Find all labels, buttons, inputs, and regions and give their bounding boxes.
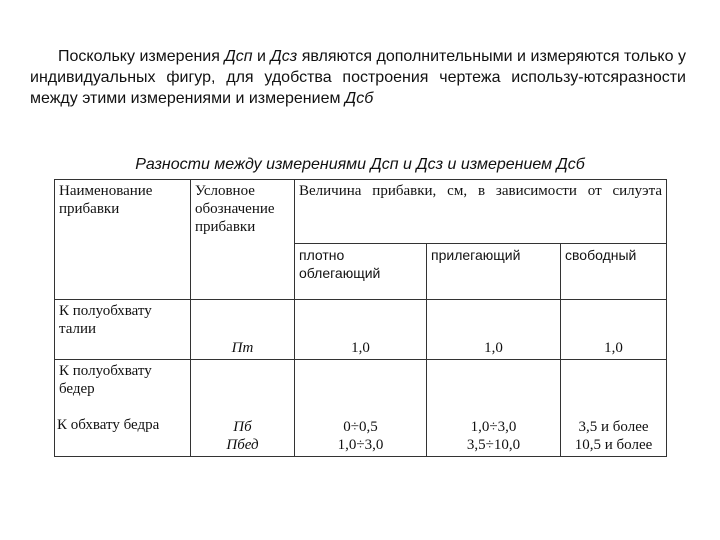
allowance-table bbox=[54, 179, 667, 457]
value-text: 3,5÷10,0 bbox=[466, 437, 521, 453]
subheader-loose: свободный bbox=[561, 244, 667, 300]
row-fitted bbox=[427, 360, 561, 457]
row-name-text: К полуобхвату талии bbox=[59, 303, 152, 337]
value-text: 1,0 bbox=[604, 340, 623, 356]
intro-paragraph bbox=[30, 46, 686, 109]
term-dsz: Дсз bbox=[270, 48, 298, 65]
header-name: Наименование прибавки bbox=[55, 180, 191, 300]
row-loose bbox=[561, 300, 667, 360]
row-tight bbox=[295, 360, 427, 457]
row-symbol bbox=[191, 360, 295, 457]
header-symbol: Условное обозначение прибавки bbox=[191, 180, 295, 300]
table-row bbox=[55, 360, 667, 457]
paragraph-text: и bbox=[252, 48, 271, 65]
row-tight bbox=[295, 300, 427, 360]
value-text: 10,5 и более bbox=[574, 437, 653, 453]
symbol-text: Пт bbox=[231, 340, 254, 356]
subheader-fitted: прилегающий bbox=[427, 244, 561, 300]
row-name bbox=[55, 360, 191, 457]
row-loose bbox=[561, 360, 667, 457]
row-name-text: К полуобхвату бедер bbox=[59, 363, 152, 397]
paragraph-text: Поскольку измерения bbox=[58, 48, 225, 65]
row-name bbox=[55, 300, 191, 360]
row-symbol bbox=[191, 300, 295, 360]
table-caption: Разности между измерениями Дсп и Дсз и измерением Дсб bbox=[135, 156, 585, 173]
header-row bbox=[55, 180, 667, 244]
value-text: 1,0 bbox=[484, 340, 503, 356]
value-text: 0÷0,5 bbox=[343, 419, 378, 435]
row-name-text: К обхвату бедра bbox=[57, 417, 160, 433]
value-text: 1,0÷3,0 bbox=[337, 437, 384, 453]
header-value: Величина прибавки, см, в зависимости от силуэта bbox=[295, 180, 667, 244]
value-text: 1,0 bbox=[351, 340, 370, 356]
symbol-text: Пб bbox=[233, 419, 252, 435]
term-dsp: Дсп bbox=[224, 48, 253, 65]
value-text: 1,0÷3,0 bbox=[470, 419, 517, 435]
paragraph-text: являются дополнительными и измеряются только у индивидуальных фигур, для удобства построения чертежа использу-ютсяразности между этими измерениями и измерением bbox=[30, 48, 687, 107]
term-dsb: Дсб bbox=[344, 90, 374, 107]
symbol-text: Пбед bbox=[226, 437, 259, 453]
subheader-tight: плотно облегающий bbox=[295, 244, 427, 300]
row-fitted bbox=[427, 300, 561, 360]
table-row bbox=[55, 300, 667, 360]
value-text: 3,5 и более bbox=[578, 419, 649, 435]
